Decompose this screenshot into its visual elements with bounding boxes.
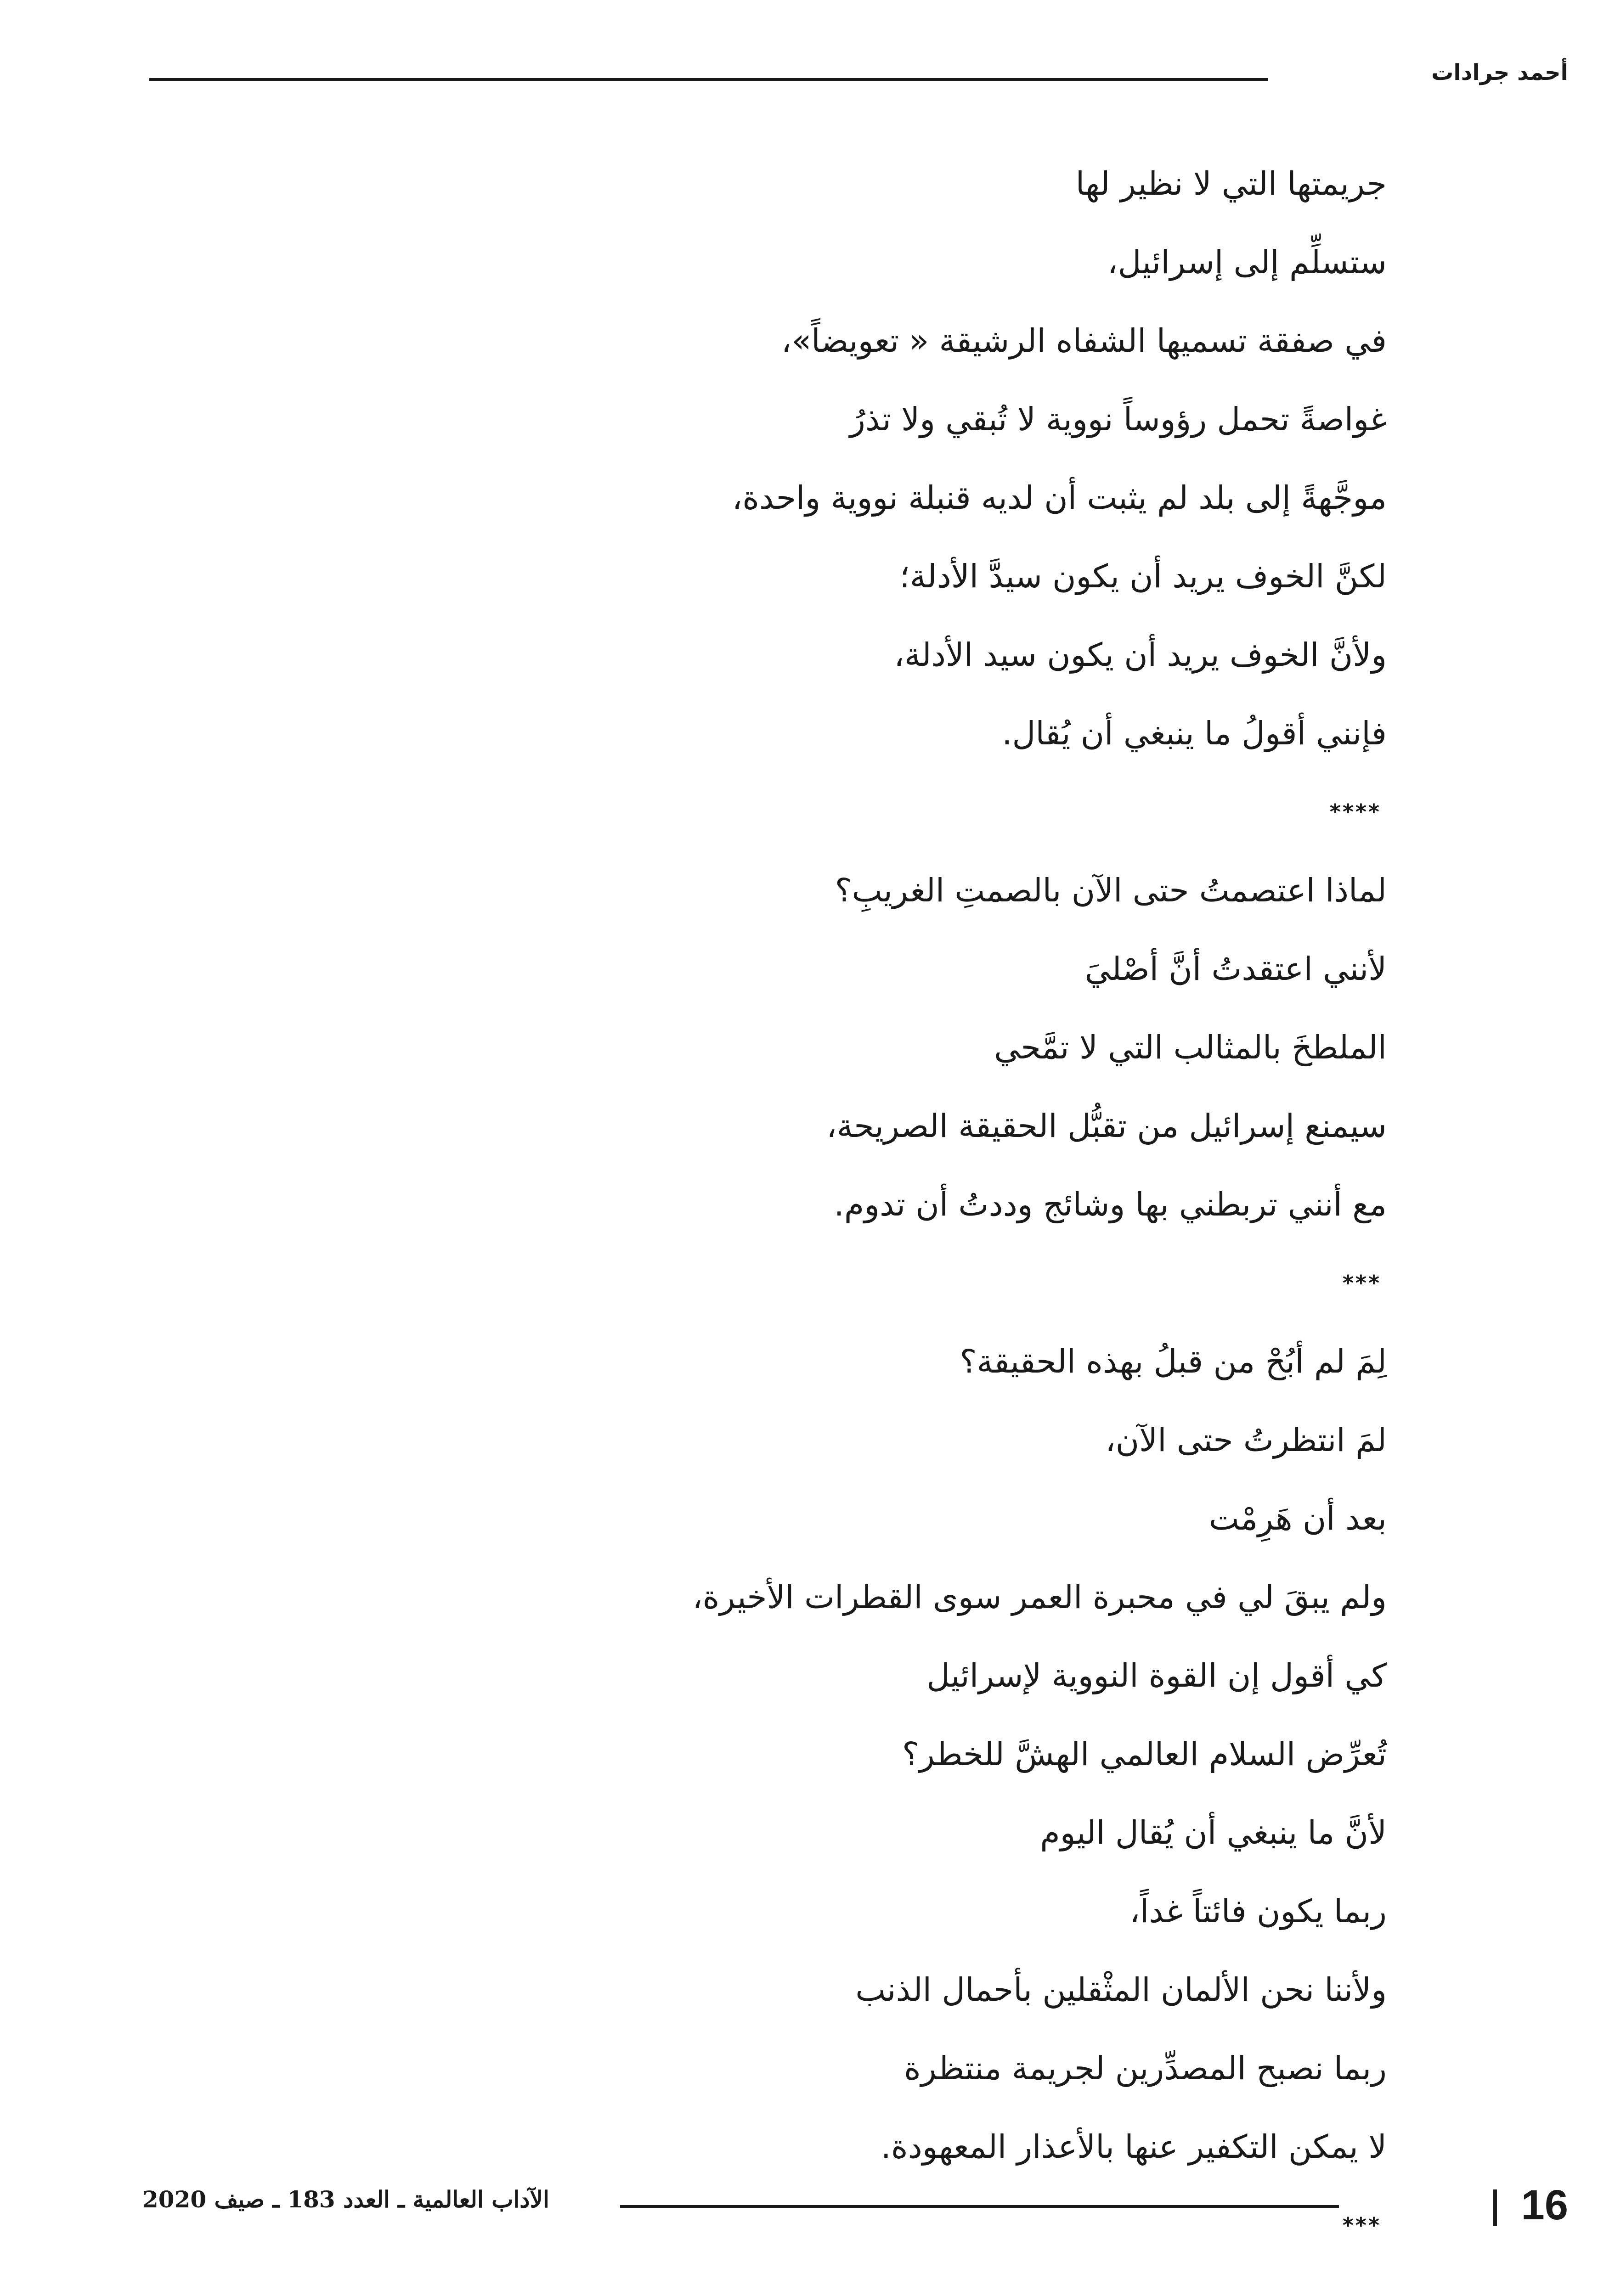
page-footer (0, 2167, 1598, 2236)
poem-body (169, 145, 1387, 2265)
author-name: أحمد جرادات (1431, 60, 1568, 85)
poem-line: الملطخَ بالمثالب التي لا تمَّحي (994, 1029, 1387, 1066)
poem-line: بعد أن هَرِمْت (1208, 1500, 1387, 1537)
poem-line: ربما يكون فائتاً غداً، (1129, 1892, 1387, 1930)
poem-line: ولأنَّ الخوف يريد أن يكون سيد الأدلة، (894, 636, 1387, 674)
header-rule (149, 78, 1268, 81)
page-number: 16 (1521, 2182, 1568, 2228)
page-header (0, 46, 1598, 101)
poem-line: لكنَّ الخوف يريد أن يكون سيدَّ الأدلة؛ (899, 557, 1387, 595)
footer-separator (1493, 2189, 1497, 2226)
poem-line: في صفقة تسميها الشفاه الرشيقة « تعويضاً»، (781, 322, 1387, 360)
poem-line: سيمنع إسرائيل من تقبُّل الحقيقة الصريحة، (826, 1107, 1387, 1145)
poem-line: تُعرِّض السلام العالمي الهشَّ للخطر؟ (902, 1735, 1387, 1773)
poem-line: جريمتها التي لا نظير لها (1075, 165, 1387, 203)
poem-line: لمَ انتظرتُ حتى الآن، (1105, 1421, 1387, 1459)
poem-line: لأنَّ ما ينبغي أن يُقال اليوم (1040, 1814, 1387, 1851)
poem-line: ربما نصبح المصدِّرين لجريمة منتظرة (904, 2049, 1387, 2087)
poem-line: لأنني اعتقدتُ أنَّ أصْليَ (1084, 950, 1387, 988)
poem-line: مع أنني تربطني بها وشائج وددتُ أن تدوم. (834, 1186, 1387, 1223)
poem-line: ولم يبقَ لي في محبرة العمر سوى القطرات الأخيرة، (692, 1578, 1387, 1616)
poem-line: ولأننا نحن الألمان المثْقلين بأحمال الذنب (855, 1971, 1387, 2009)
poem-line: لِمَ لم أبُحْ من قبلُ بهذه الحقيقة؟ (960, 1343, 1387, 1380)
poem-line: غواصةً تحمل رؤوساً نووية لا تُبقي ولا تذرُ (850, 400, 1387, 438)
stanza-separator: **** (1329, 799, 1381, 824)
poem-line: لماذا اعتصمتُ حتى الآن بالصمتِ الغريبِ؟ (835, 872, 1387, 909)
stanza-separator: *** (1342, 2213, 1381, 2238)
poem-line: كي أقول إن القوة النووية لإسرائيل (926, 1657, 1387, 1694)
poem-line: ستسلِّم إلى إسرائيل، (1107, 243, 1387, 281)
poem-line: موجَّهةً إلى بلد لم يثبت أن لديه قنبلة نووية واحدة، (732, 479, 1387, 517)
footer-rule (620, 2205, 1339, 2208)
poem-line: لا يمكن التكفير عنها بالأعذار المعهودة. (881, 2128, 1387, 2166)
poem-line: فإنني أقولُ ما ينبغي أن يُقال. (1002, 715, 1387, 752)
journal-info: الآداب العالمية ـ العدد 183 ـ صيف 2020 (142, 2186, 549, 2213)
stanza-separator: *** (1342, 1271, 1381, 1295)
